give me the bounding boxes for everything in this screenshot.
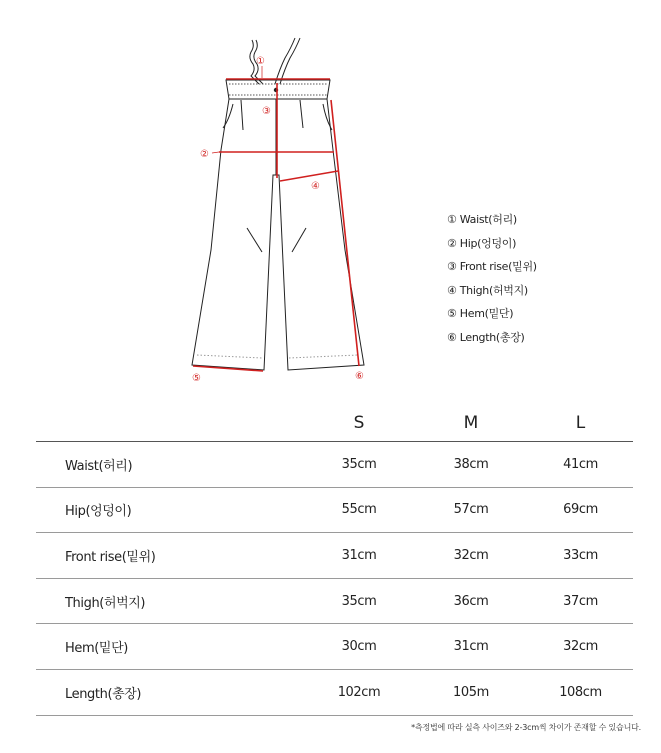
header-size-m: M <box>414 405 528 442</box>
marker-hip: ② <box>200 149 209 160</box>
row-label: Waist(허리) <box>36 442 304 488</box>
cell-value: 32cm <box>528 624 633 670</box>
table-row <box>36 487 633 533</box>
legend-item-waist: ① Waist(허리) <box>447 213 517 226</box>
header-blank <box>36 405 304 442</box>
legend-item-thigh: ④ Thigh(허벅지) <box>447 283 528 297</box>
row-label: Front rise(밑위) <box>36 533 304 579</box>
cell-value: 37cm <box>528 578 633 624</box>
size-table-container <box>36 405 633 716</box>
legend-item-hem: ⑤ Hem(밑단) <box>447 307 514 321</box>
cell-value: 35cm <box>304 578 414 624</box>
cell-value: 36cm <box>414 578 528 624</box>
cell-value: 30cm <box>304 624 414 670</box>
row-label: Length(총장) <box>36 669 304 715</box>
cell-value: 31cm <box>414 624 528 670</box>
table-row <box>36 442 633 488</box>
legend-item-front-rise: ③ Front rise(밑위) <box>447 260 537 274</box>
marker-waist: ① <box>256 56 265 67</box>
marker-front-rise: ③ <box>262 106 271 117</box>
table-row <box>36 578 633 624</box>
legend-item-hip: ② Hip(엉덩이) <box>447 236 517 250</box>
cell-value: 57cm <box>414 487 528 533</box>
marker-length: ⑥ <box>355 371 364 382</box>
drawstring-right <box>275 38 295 84</box>
cell-value: 102cm <box>304 669 414 715</box>
cell-value: 31cm <box>304 533 414 579</box>
cell-value: 105m <box>414 669 528 715</box>
table-row <box>36 533 633 579</box>
cell-value: 41cm <box>528 442 633 488</box>
marker-hem: ⑤ <box>192 373 201 384</box>
measure-hem <box>193 366 263 371</box>
row-label: Thigh(허벅지) <box>36 578 304 624</box>
measurement-footnote: *측정법에 따라 실측 사이즈와 2-3cm씩 차이가 존재할 수 있습니다. <box>411 723 641 732</box>
pants-outline <box>192 99 364 370</box>
cell-value: 69cm <box>528 487 633 533</box>
drawstring-right-inner <box>280 38 300 84</box>
header-size-s: S <box>304 405 414 442</box>
measurement-legend <box>447 208 537 350</box>
cell-value: 35cm <box>304 442 414 488</box>
cell-value: 38cm <box>414 442 528 488</box>
size-table <box>36 405 633 716</box>
cell-value: 32cm <box>414 533 528 579</box>
measure-thigh <box>280 171 338 181</box>
cell-value: 55cm <box>304 487 414 533</box>
cell-value: 33cm <box>528 533 633 579</box>
header-size-l: L <box>528 405 633 442</box>
cell-value: 108cm <box>528 669 633 715</box>
table-row <box>36 624 633 670</box>
legend-item-length: ⑥ Length(총장) <box>447 330 525 344</box>
marker-thigh: ④ <box>311 181 320 192</box>
row-label: Hip(엉덩이) <box>36 487 304 533</box>
size-table-header <box>36 405 633 442</box>
measure-length <box>331 100 359 366</box>
row-label: Hem(밑단) <box>36 624 304 670</box>
table-row <box>36 669 633 715</box>
